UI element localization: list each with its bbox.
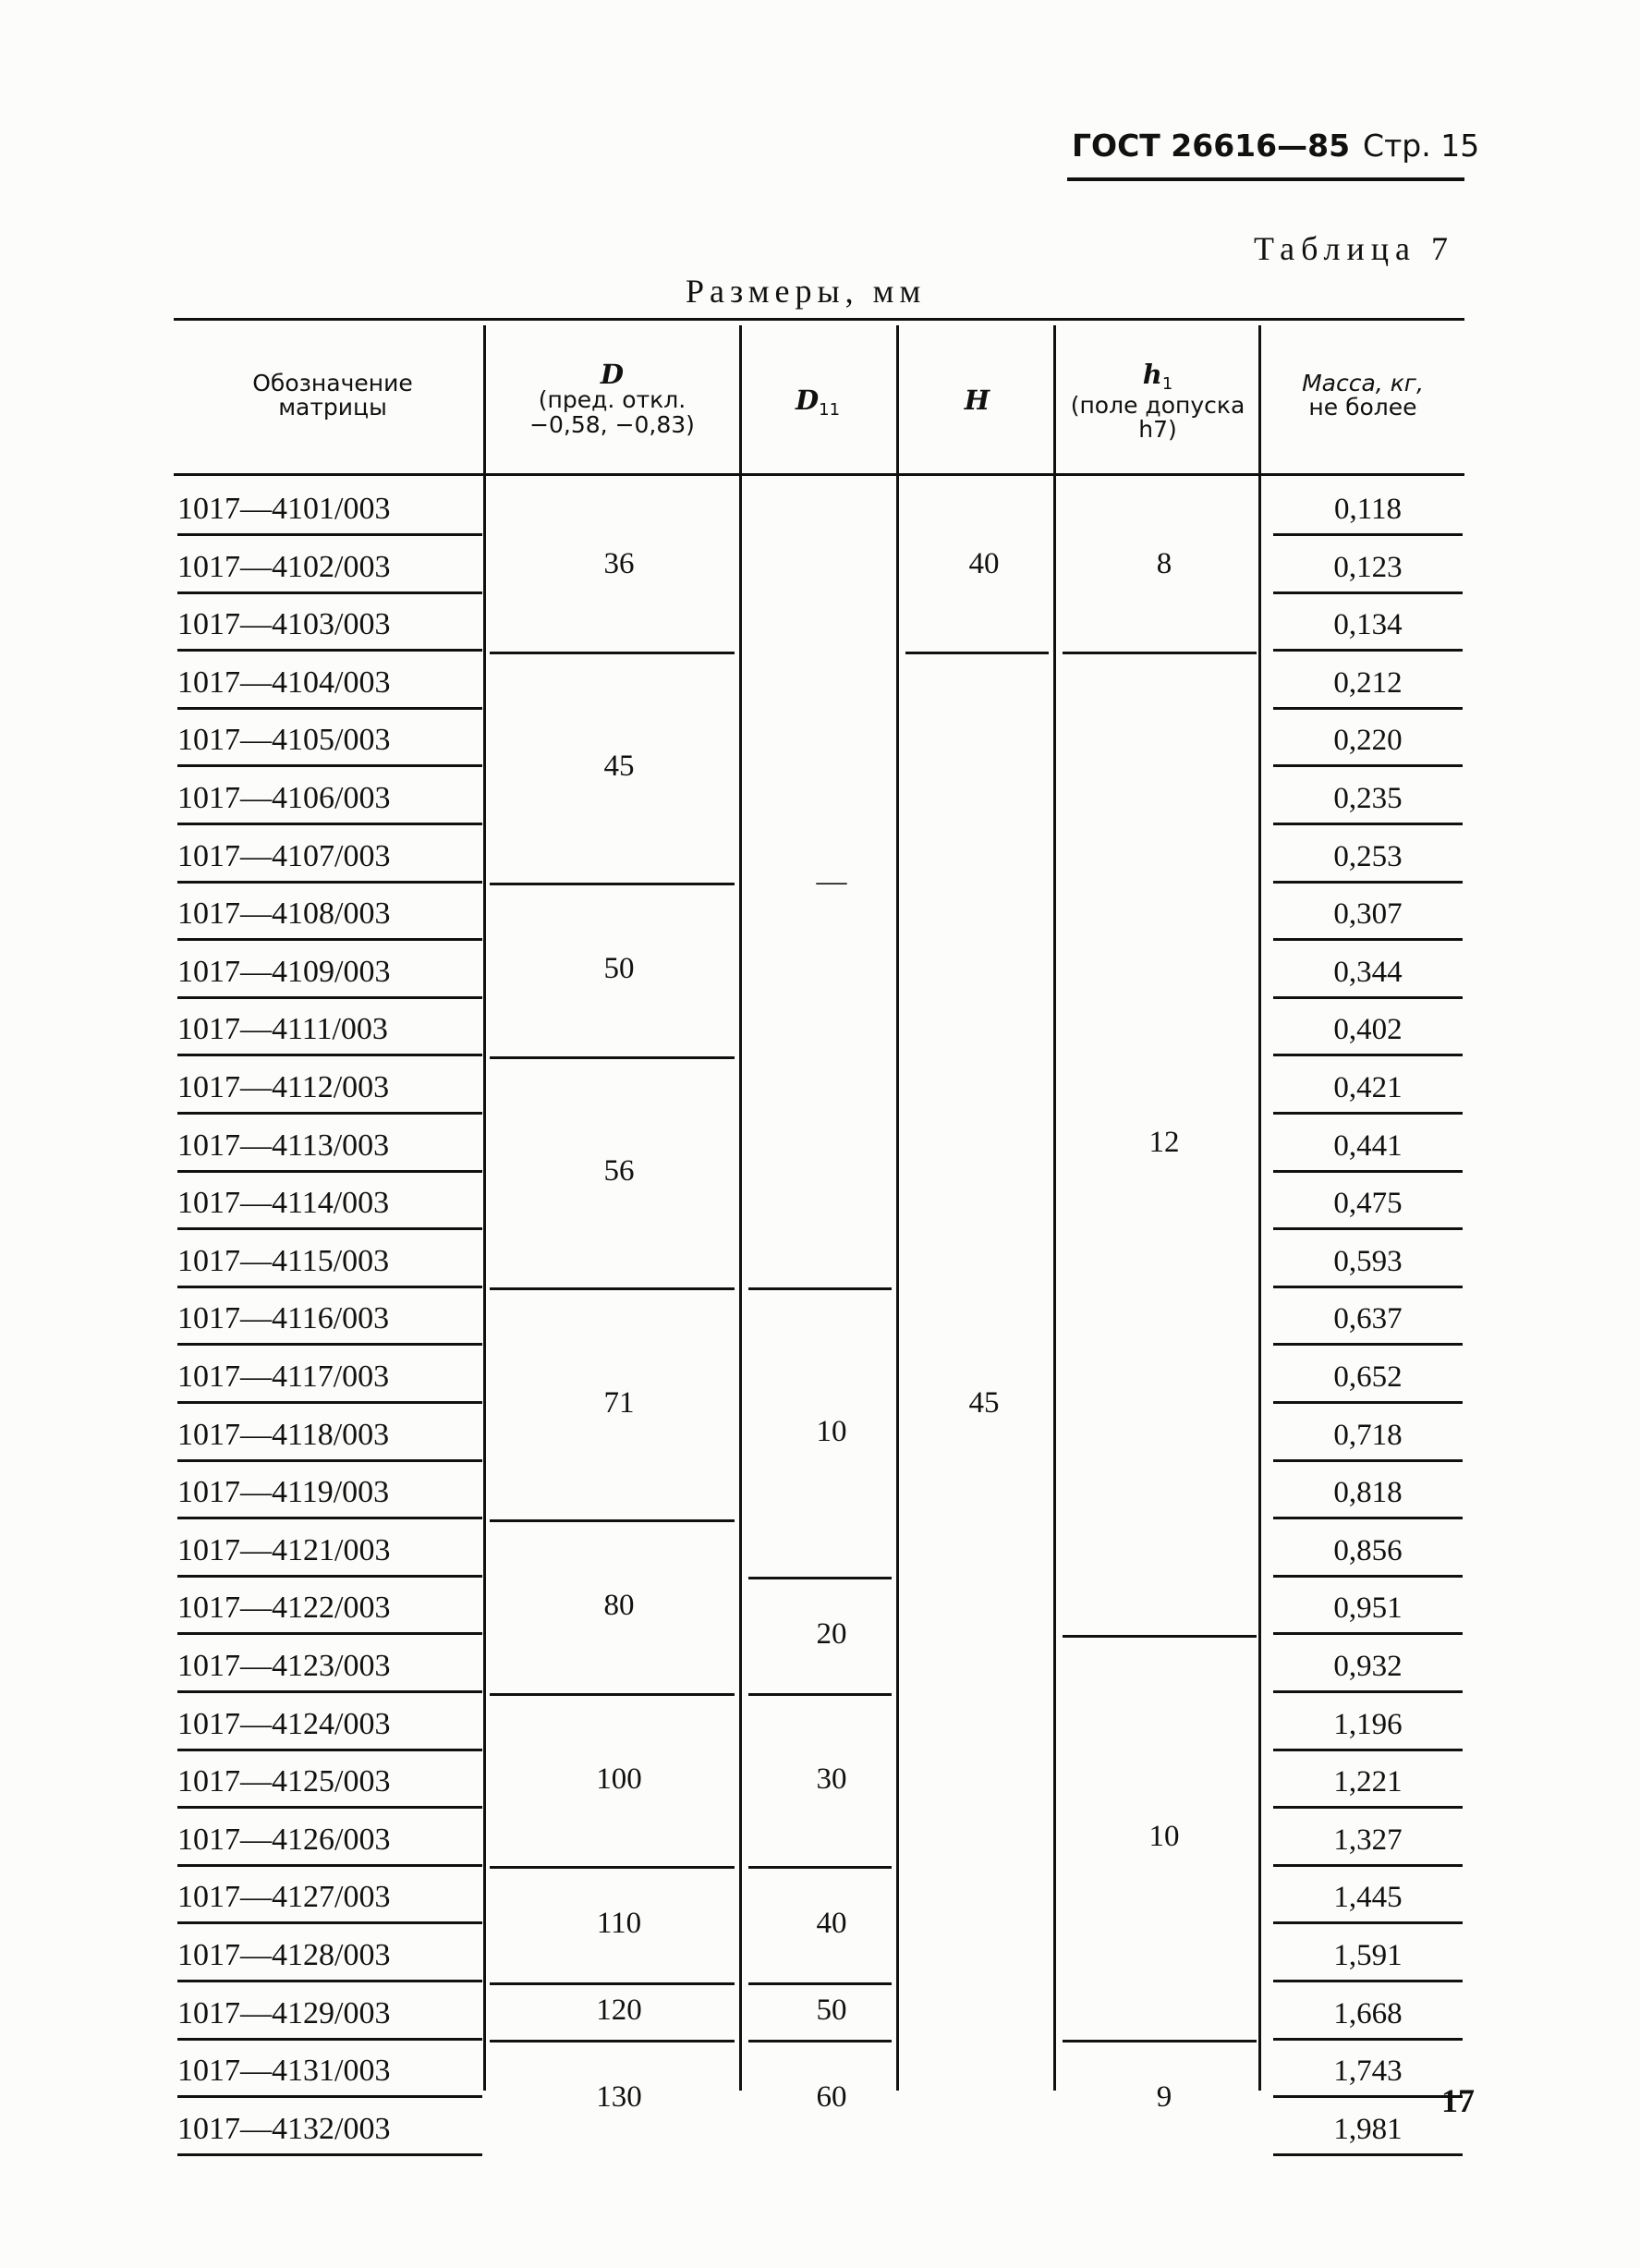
D-value: 110 <box>596 1907 642 1940</box>
mass-cell: 0,818 <box>1273 1466 1463 1519</box>
mass-cell: 0,652 <box>1273 1350 1463 1404</box>
designation-cell: 1017—4123/003 <box>177 1640 482 1693</box>
header-D11 <box>739 386 896 420</box>
D11-value: 30 <box>816 1762 847 1796</box>
header-designation <box>185 372 480 421</box>
D11-group-rule <box>748 1866 892 1869</box>
mass-cell: 0,932 <box>1273 1640 1463 1693</box>
D-group-rule <box>490 1519 735 1522</box>
h1-value: 12 <box>1148 1125 1180 1159</box>
designation-cell: 1017—4125/003 <box>177 1755 482 1809</box>
designation-cell: 1017—4104/003 <box>177 656 482 710</box>
h1-value: 8 <box>1156 546 1172 580</box>
h1-group-rule <box>1063 2040 1257 2042</box>
D11-group-rule <box>748 2040 892 2042</box>
D-value: 71 <box>603 1385 635 1420</box>
mass-cell: 0,344 <box>1273 945 1463 999</box>
mass-cell: 1,981 <box>1273 2103 1463 2156</box>
header-h1-sub: 1 <box>1161 374 1173 394</box>
header-D11-symbol: D <box>795 384 820 416</box>
D11-group-rule <box>748 1287 892 1290</box>
mass-cell: 0,593 <box>1273 1235 1463 1288</box>
designation-cell: 1017—4108/003 <box>177 887 482 941</box>
mass-cell: 0,718 <box>1273 1408 1463 1462</box>
header-D-note2: −0,58, −0,83) <box>529 410 695 438</box>
D11-group-rule <box>748 1577 892 1579</box>
designation-cell: 1017—4113/003 <box>177 1119 482 1173</box>
designation-cell: 1017—4116/003 <box>177 1292 482 1346</box>
D-group-rule <box>490 1056 735 1059</box>
designation-cell: 1017—4127/003 <box>177 1871 482 1924</box>
D-value: 120 <box>596 1993 642 2027</box>
designation-cell: 1017—4126/003 <box>177 1813 482 1867</box>
mass-cell: 0,637 <box>1273 1292 1463 1346</box>
designation-cell: 1017—4114/003 <box>177 1177 482 1230</box>
D-value: 130 <box>596 2079 642 2114</box>
D-value: 45 <box>603 750 635 783</box>
header-h1 <box>1056 360 1259 442</box>
header-D-symbol: D <box>600 359 625 390</box>
column-separator <box>1053 325 1056 2091</box>
header-mass-line1: Масса, кг, <box>1302 370 1424 396</box>
mass-cell: 0,253 <box>1273 830 1463 884</box>
D-group-rule <box>490 1866 735 1869</box>
units-caption: Размеры, мм <box>686 273 927 310</box>
designation-cell: 1017—4111/003 <box>177 1003 482 1056</box>
h1-group-rule <box>1063 1635 1257 1638</box>
designation-cell: 1017—4105/003 <box>177 713 482 767</box>
header-h1-note2: h7) <box>1138 416 1177 444</box>
mass-cell: 0,212 <box>1273 656 1463 710</box>
mass-cell: 0,441 <box>1273 1119 1463 1173</box>
D-group-rule <box>490 1982 735 1985</box>
header-D <box>485 360 739 437</box>
header-mass <box>1261 372 1464 421</box>
header-designation-line1: Обозначение <box>252 370 413 396</box>
designation-cell: 1017—4101/003 <box>177 482 482 536</box>
D-group-rule <box>490 2040 735 2042</box>
header-D-note1: (пред. откл. <box>538 386 686 414</box>
table-top-rule <box>174 318 1464 321</box>
D-value: 100 <box>596 1762 642 1796</box>
designation-cell: 1017—4117/003 <box>177 1350 482 1404</box>
header-designation-line2: матрицы <box>278 394 387 421</box>
designation-cell: 1017—4112/003 <box>177 1061 482 1115</box>
mass-cell: 1,196 <box>1273 1698 1463 1751</box>
mass-cell: 0,951 <box>1273 1581 1463 1635</box>
designation-cell: 1017—4107/003 <box>177 830 482 884</box>
mass-cell: 0,220 <box>1273 713 1463 767</box>
page-number: 17 <box>1441 2082 1475 2119</box>
designation-cell: 1017—4132/003 <box>177 2103 482 2156</box>
designation-cell: 1017—4109/003 <box>177 945 482 999</box>
standard-number: ГОСТ 26616—85 <box>1072 128 1351 164</box>
designation-cell: 1017—4103/003 <box>177 598 482 652</box>
H-group-rule <box>905 652 1049 654</box>
header-H <box>901 386 1053 414</box>
H-value: 45 <box>968 1385 1000 1420</box>
D-group-rule <box>490 883 735 885</box>
D11-value: 60 <box>816 2079 847 2114</box>
designation-cell: 1017—4118/003 <box>177 1408 482 1462</box>
mass-cell: 1,221 <box>1273 1755 1463 1809</box>
header-mass-line2: не более <box>1308 394 1417 421</box>
mass-cell: 0,235 <box>1273 772 1463 825</box>
mass-cell: 0,118 <box>1273 482 1463 536</box>
D-value: 56 <box>603 1154 635 1189</box>
D-value: 50 <box>603 952 635 986</box>
D11-value: 40 <box>816 1907 847 1940</box>
mass-cell: 0,134 <box>1273 598 1463 652</box>
D11-group-rule <box>748 1982 892 1985</box>
D11-value: 20 <box>816 1617 847 1651</box>
D-value: 80 <box>603 1588 635 1622</box>
D-value: 36 <box>603 546 635 580</box>
D11-value: 50 <box>816 1993 847 2027</box>
designation-cell: 1017—4106/003 <box>177 772 482 825</box>
designation-cell: 1017—4115/003 <box>177 1235 482 1288</box>
mass-cell: 1,445 <box>1273 1871 1463 1924</box>
column-separator <box>896 325 899 2091</box>
designation-cell: 1017—4131/003 <box>177 2044 482 2098</box>
h1-value: 10 <box>1148 1820 1180 1854</box>
column-separator <box>739 325 742 2091</box>
page-label: Стр. 15 <box>1363 128 1480 164</box>
header-H-symbol: H <box>964 384 990 416</box>
mass-cell: 0,421 <box>1273 1061 1463 1115</box>
mass-cell: 1,327 <box>1273 1813 1463 1867</box>
D-group-rule <box>490 652 735 654</box>
designation-cell: 1017—4121/003 <box>177 1524 482 1578</box>
running-header <box>1072 128 1479 164</box>
column-separator <box>1258 325 1261 2091</box>
mass-cell: 0,475 <box>1273 1177 1463 1230</box>
header-D11-sub: 11 <box>819 400 841 420</box>
column-separator <box>483 325 486 2091</box>
designation-cell: 1017—4102/003 <box>177 541 482 594</box>
h1-group-rule <box>1063 652 1257 654</box>
h1-value: 9 <box>1156 2079 1172 2114</box>
mass-cell: 0,307 <box>1273 887 1463 941</box>
D11-value: 10 <box>816 1414 847 1448</box>
D11-value: — <box>816 865 847 899</box>
D-group-rule <box>490 1287 735 1290</box>
designation-cell: 1017—4129/003 <box>177 1987 482 2041</box>
designation-cell: 1017—4124/003 <box>177 1698 482 1751</box>
header-h1-note1: (поле допуска <box>1070 391 1245 419</box>
H-value: 40 <box>968 546 1000 580</box>
D11-group-rule <box>748 1693 892 1696</box>
mass-cell: 0,123 <box>1273 541 1463 594</box>
mass-cell: 1,591 <box>1273 1929 1463 1982</box>
header-bottom-rule <box>174 473 1464 476</box>
table-number: Таблица 7 <box>1254 230 1454 267</box>
designation-cell: 1017—4128/003 <box>177 1929 482 1982</box>
mass-cell: 1,743 <box>1273 2044 1463 2098</box>
header-h1-symbol: h <box>1142 359 1162 390</box>
designation-cell: 1017—4122/003 <box>177 1581 482 1635</box>
mass-cell: 0,856 <box>1273 1524 1463 1578</box>
mass-cell: 1,668 <box>1273 1987 1463 2041</box>
D-group-rule <box>490 1693 735 1696</box>
header-rule <box>1067 177 1464 181</box>
mass-cell: 0,402 <box>1273 1003 1463 1056</box>
designation-cell: 1017—4119/003 <box>177 1466 482 1519</box>
